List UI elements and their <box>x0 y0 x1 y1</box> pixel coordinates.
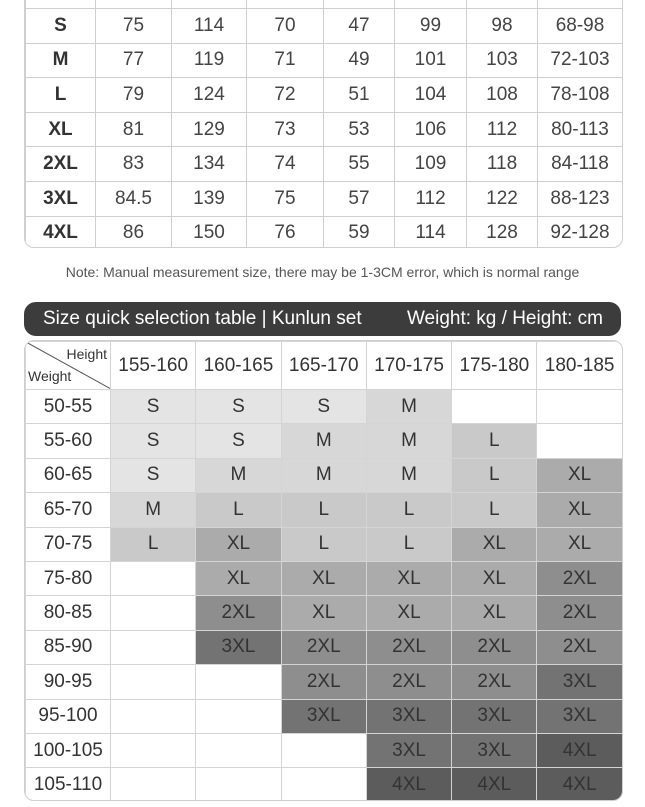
recommended-size-cell: 3XL <box>452 733 537 767</box>
recommended-size-cell: XL <box>196 561 281 595</box>
measurement-table <box>25 0 623 248</box>
measurement-value: 134 <box>172 147 247 182</box>
measurement-header-cell <box>538 0 623 9</box>
measurement-value: 55 <box>324 147 395 182</box>
height-range-header: 165-170 <box>281 342 366 390</box>
recommended-size-cell: XL <box>366 561 451 595</box>
weight-row <box>26 733 623 767</box>
measurement-value: 77 <box>96 43 172 78</box>
measurement-value: 47 <box>324 9 395 44</box>
recommended-size-cell: M <box>196 458 281 492</box>
recommended-size-cell: M <box>366 424 451 458</box>
recommended-size-cell: L <box>366 493 451 527</box>
measurement-value: 74 <box>247 147 324 182</box>
recommended-size-cell: L <box>452 493 537 527</box>
measurement-value: 71 <box>247 43 324 78</box>
empty-size-cell <box>111 768 196 801</box>
size-label: L <box>26 78 96 113</box>
measurement-value: 139 <box>172 181 247 216</box>
empty-size-cell <box>281 733 366 767</box>
recommended-size-cell: 2XL <box>366 665 451 699</box>
recommended-size-cell: 3XL <box>366 699 451 733</box>
measurement-header-cell <box>96 0 172 9</box>
recommended-size-cell: M <box>366 390 451 424</box>
recommended-size-cell: 2XL <box>452 665 537 699</box>
recommended-size-cell: 3XL <box>366 733 451 767</box>
recommended-size-cell: S <box>196 424 281 458</box>
recommended-size-cell: M <box>111 493 196 527</box>
recommended-size-cell: XL <box>452 596 537 630</box>
measurement-value: 108 <box>467 78 538 113</box>
height-range-header: 170-175 <box>366 342 451 390</box>
recommended-size-cell: 4XL <box>366 768 451 801</box>
measurement-value: 57 <box>324 181 395 216</box>
measurement-value: 112 <box>395 181 467 216</box>
measurement-row <box>26 147 623 182</box>
height-axis-label: Height <box>66 346 107 362</box>
recommended-size-cell: XL <box>366 596 451 630</box>
measurement-value: 128 <box>467 216 538 248</box>
weight-row <box>26 527 623 561</box>
measurement-value: 129 <box>172 112 247 147</box>
measurement-header-cell <box>395 0 467 9</box>
height-range-header: 180-185 <box>537 342 622 390</box>
weight-range-label: 55-60 <box>26 424 111 458</box>
measurement-value: 59 <box>324 216 395 248</box>
weight-range-label: 70-75 <box>26 527 111 561</box>
weight-range-label: 90-95 <box>26 665 111 699</box>
empty-size-cell <box>196 768 281 801</box>
recommended-size-cell: L <box>366 527 451 561</box>
weight-row <box>26 768 623 801</box>
measurement-value: 92-128 <box>538 216 623 248</box>
recommended-size-cell: S <box>111 458 196 492</box>
recommended-size-cell: 4XL <box>537 768 622 801</box>
weight-range-label: 75-80 <box>26 561 111 595</box>
size-selection-title-bar <box>24 302 621 336</box>
measurement-header-cell <box>324 0 395 9</box>
measurement-value: 84.5 <box>96 181 172 216</box>
recommended-size-cell: 3XL <box>196 630 281 664</box>
empty-size-cell <box>537 390 622 424</box>
recommended-size-cell: L <box>196 493 281 527</box>
recommended-size-cell: 2XL <box>281 665 366 699</box>
measurement-row <box>26 78 623 113</box>
height-header-row <box>26 342 623 390</box>
empty-size-cell <box>111 665 196 699</box>
measurement-value: 103 <box>467 43 538 78</box>
recommended-size-cell: 3XL <box>452 699 537 733</box>
measurement-value: 99 <box>395 9 467 44</box>
recommended-size-cell: 2XL <box>196 596 281 630</box>
size-label: 4XL <box>26 216 96 248</box>
recommended-size-cell: M <box>281 424 366 458</box>
measurement-value: 70 <box>247 9 324 44</box>
recommended-size-cell: M <box>281 458 366 492</box>
size-label: 2XL <box>26 147 96 182</box>
weight-row <box>26 596 623 630</box>
weight-range-label: 95-100 <box>26 699 111 733</box>
measurement-value: 98 <box>467 9 538 44</box>
weight-row <box>26 630 623 664</box>
measurement-value: 88-123 <box>538 181 623 216</box>
measurement-row <box>26 112 623 147</box>
recommended-size-cell: XL <box>452 527 537 561</box>
weight-range-label: 60-65 <box>26 458 111 492</box>
recommended-size-cell: L <box>281 493 366 527</box>
measurement-value: 79 <box>96 78 172 113</box>
size-label: 3XL <box>26 181 96 216</box>
recommended-size-cell: XL <box>537 527 622 561</box>
empty-size-cell <box>452 390 537 424</box>
size-selection-table <box>25 341 623 801</box>
measurement-value: 119 <box>172 43 247 78</box>
measurement-header-row <box>26 0 623 9</box>
recommended-size-cell: 3XL <box>537 665 622 699</box>
measurement-value: 73 <box>247 112 324 147</box>
weight-row <box>26 493 623 527</box>
measurement-value: 78-108 <box>538 78 623 113</box>
measurement-value: 118 <box>467 147 538 182</box>
empty-size-cell <box>196 665 281 699</box>
measurement-value: 84-118 <box>538 147 623 182</box>
weight-row <box>26 561 623 595</box>
measurement-row <box>26 181 623 216</box>
corner-cell <box>26 342 111 390</box>
height-range-header: 175-180 <box>452 342 537 390</box>
measurement-value: 86 <box>96 216 172 248</box>
recommended-size-cell: L <box>111 527 196 561</box>
recommended-size-cell: L <box>281 527 366 561</box>
weight-axis-label: Weight <box>28 368 72 384</box>
height-range-header: 160-165 <box>196 342 281 390</box>
recommended-size-cell: 2XL <box>452 630 537 664</box>
recommended-size-cell: M <box>366 458 451 492</box>
measurement-note: Note: Manual measurement size, there may be 1-3CM error, which is normal range <box>65 264 580 280</box>
measurement-header-cell <box>26 0 96 9</box>
empty-size-cell <box>111 596 196 630</box>
weight-range-label: 50-55 <box>26 390 111 424</box>
measurement-value: 51 <box>324 78 395 113</box>
recommended-size-cell: 4XL <box>452 768 537 801</box>
measurement-value: 75 <box>247 181 324 216</box>
recommended-size-cell: S <box>111 390 196 424</box>
measurement-row <box>26 43 623 78</box>
weight-range-label: 80-85 <box>26 596 111 630</box>
measurement-value: 72 <box>247 78 324 113</box>
empty-size-cell <box>111 699 196 733</box>
measurement-value: 76 <box>247 216 324 248</box>
size-label: M <box>26 43 96 78</box>
measurement-value: 112 <box>467 112 538 147</box>
weight-row <box>26 424 623 458</box>
recommended-size-cell: 4XL <box>537 733 622 767</box>
measurement-header-cell <box>172 0 247 9</box>
weight-row <box>26 699 623 733</box>
weight-row <box>26 665 623 699</box>
size-label: S <box>26 9 96 44</box>
measurement-value: 80-113 <box>538 112 623 147</box>
measurement-value: 53 <box>324 112 395 147</box>
empty-size-cell <box>111 733 196 767</box>
recommended-size-cell: XL <box>537 458 622 492</box>
weight-range-label: 100-105 <box>26 733 111 767</box>
recommended-size-cell: XL <box>452 561 537 595</box>
measurement-table-container <box>24 0 623 248</box>
recommended-size-cell: S <box>111 424 196 458</box>
recommended-size-cell: L <box>452 424 537 458</box>
recommended-size-cell: L <box>452 458 537 492</box>
size-selection-table-container <box>24 340 623 801</box>
weight-range-label: 65-70 <box>26 493 111 527</box>
recommended-size-cell: 2XL <box>537 561 622 595</box>
weight-row <box>26 390 623 424</box>
empty-size-cell <box>111 630 196 664</box>
measurement-value: 101 <box>395 43 467 78</box>
measurement-value: 68-98 <box>538 9 623 44</box>
title-bar-right: Weight: kg / Height: cm <box>406 308 603 329</box>
recommended-size-cell: 2XL <box>366 630 451 664</box>
measurement-value: 104 <box>395 78 467 113</box>
measurement-value: 114 <box>172 9 247 44</box>
recommended-size-cell: XL <box>196 527 281 561</box>
empty-size-cell <box>196 733 281 767</box>
measurement-header-cell <box>467 0 538 9</box>
measurement-row <box>26 216 623 248</box>
recommended-size-cell: 3XL <box>281 699 366 733</box>
measurement-row <box>26 9 623 44</box>
weight-row <box>26 458 623 492</box>
recommended-size-cell: S <box>196 390 281 424</box>
empty-size-cell <box>196 699 281 733</box>
measurement-value: 106 <box>395 112 467 147</box>
recommended-size-cell: XL <box>281 596 366 630</box>
recommended-size-cell: 2XL <box>281 630 366 664</box>
empty-size-cell <box>281 768 366 801</box>
weight-range-label: 105-110 <box>26 768 111 801</box>
weight-range-label: 85-90 <box>26 630 111 664</box>
measurement-value: 75 <box>96 9 172 44</box>
measurement-value: 72-103 <box>538 43 623 78</box>
measurement-value: 109 <box>395 147 467 182</box>
empty-size-cell <box>111 561 196 595</box>
recommended-size-cell: 2XL <box>537 596 622 630</box>
measurement-header-cell <box>247 0 324 9</box>
measurement-value: 49 <box>324 43 395 78</box>
measurement-value: 122 <box>467 181 538 216</box>
title-bar-left: Size quick selection table | Kunlun set <box>43 308 362 329</box>
recommended-size-cell: S <box>281 390 366 424</box>
recommended-size-cell: 3XL <box>537 699 622 733</box>
size-label: XL <box>26 112 96 147</box>
recommended-size-cell: XL <box>537 493 622 527</box>
measurement-value: 150 <box>172 216 247 248</box>
measurement-value: 114 <box>395 216 467 248</box>
measurement-value: 81 <box>96 112 172 147</box>
empty-size-cell <box>537 424 622 458</box>
height-range-header: 155-160 <box>111 342 196 390</box>
recommended-size-cell: 2XL <box>537 630 622 664</box>
measurement-value: 124 <box>172 78 247 113</box>
measurement-value: 83 <box>96 147 172 182</box>
recommended-size-cell: XL <box>281 561 366 595</box>
